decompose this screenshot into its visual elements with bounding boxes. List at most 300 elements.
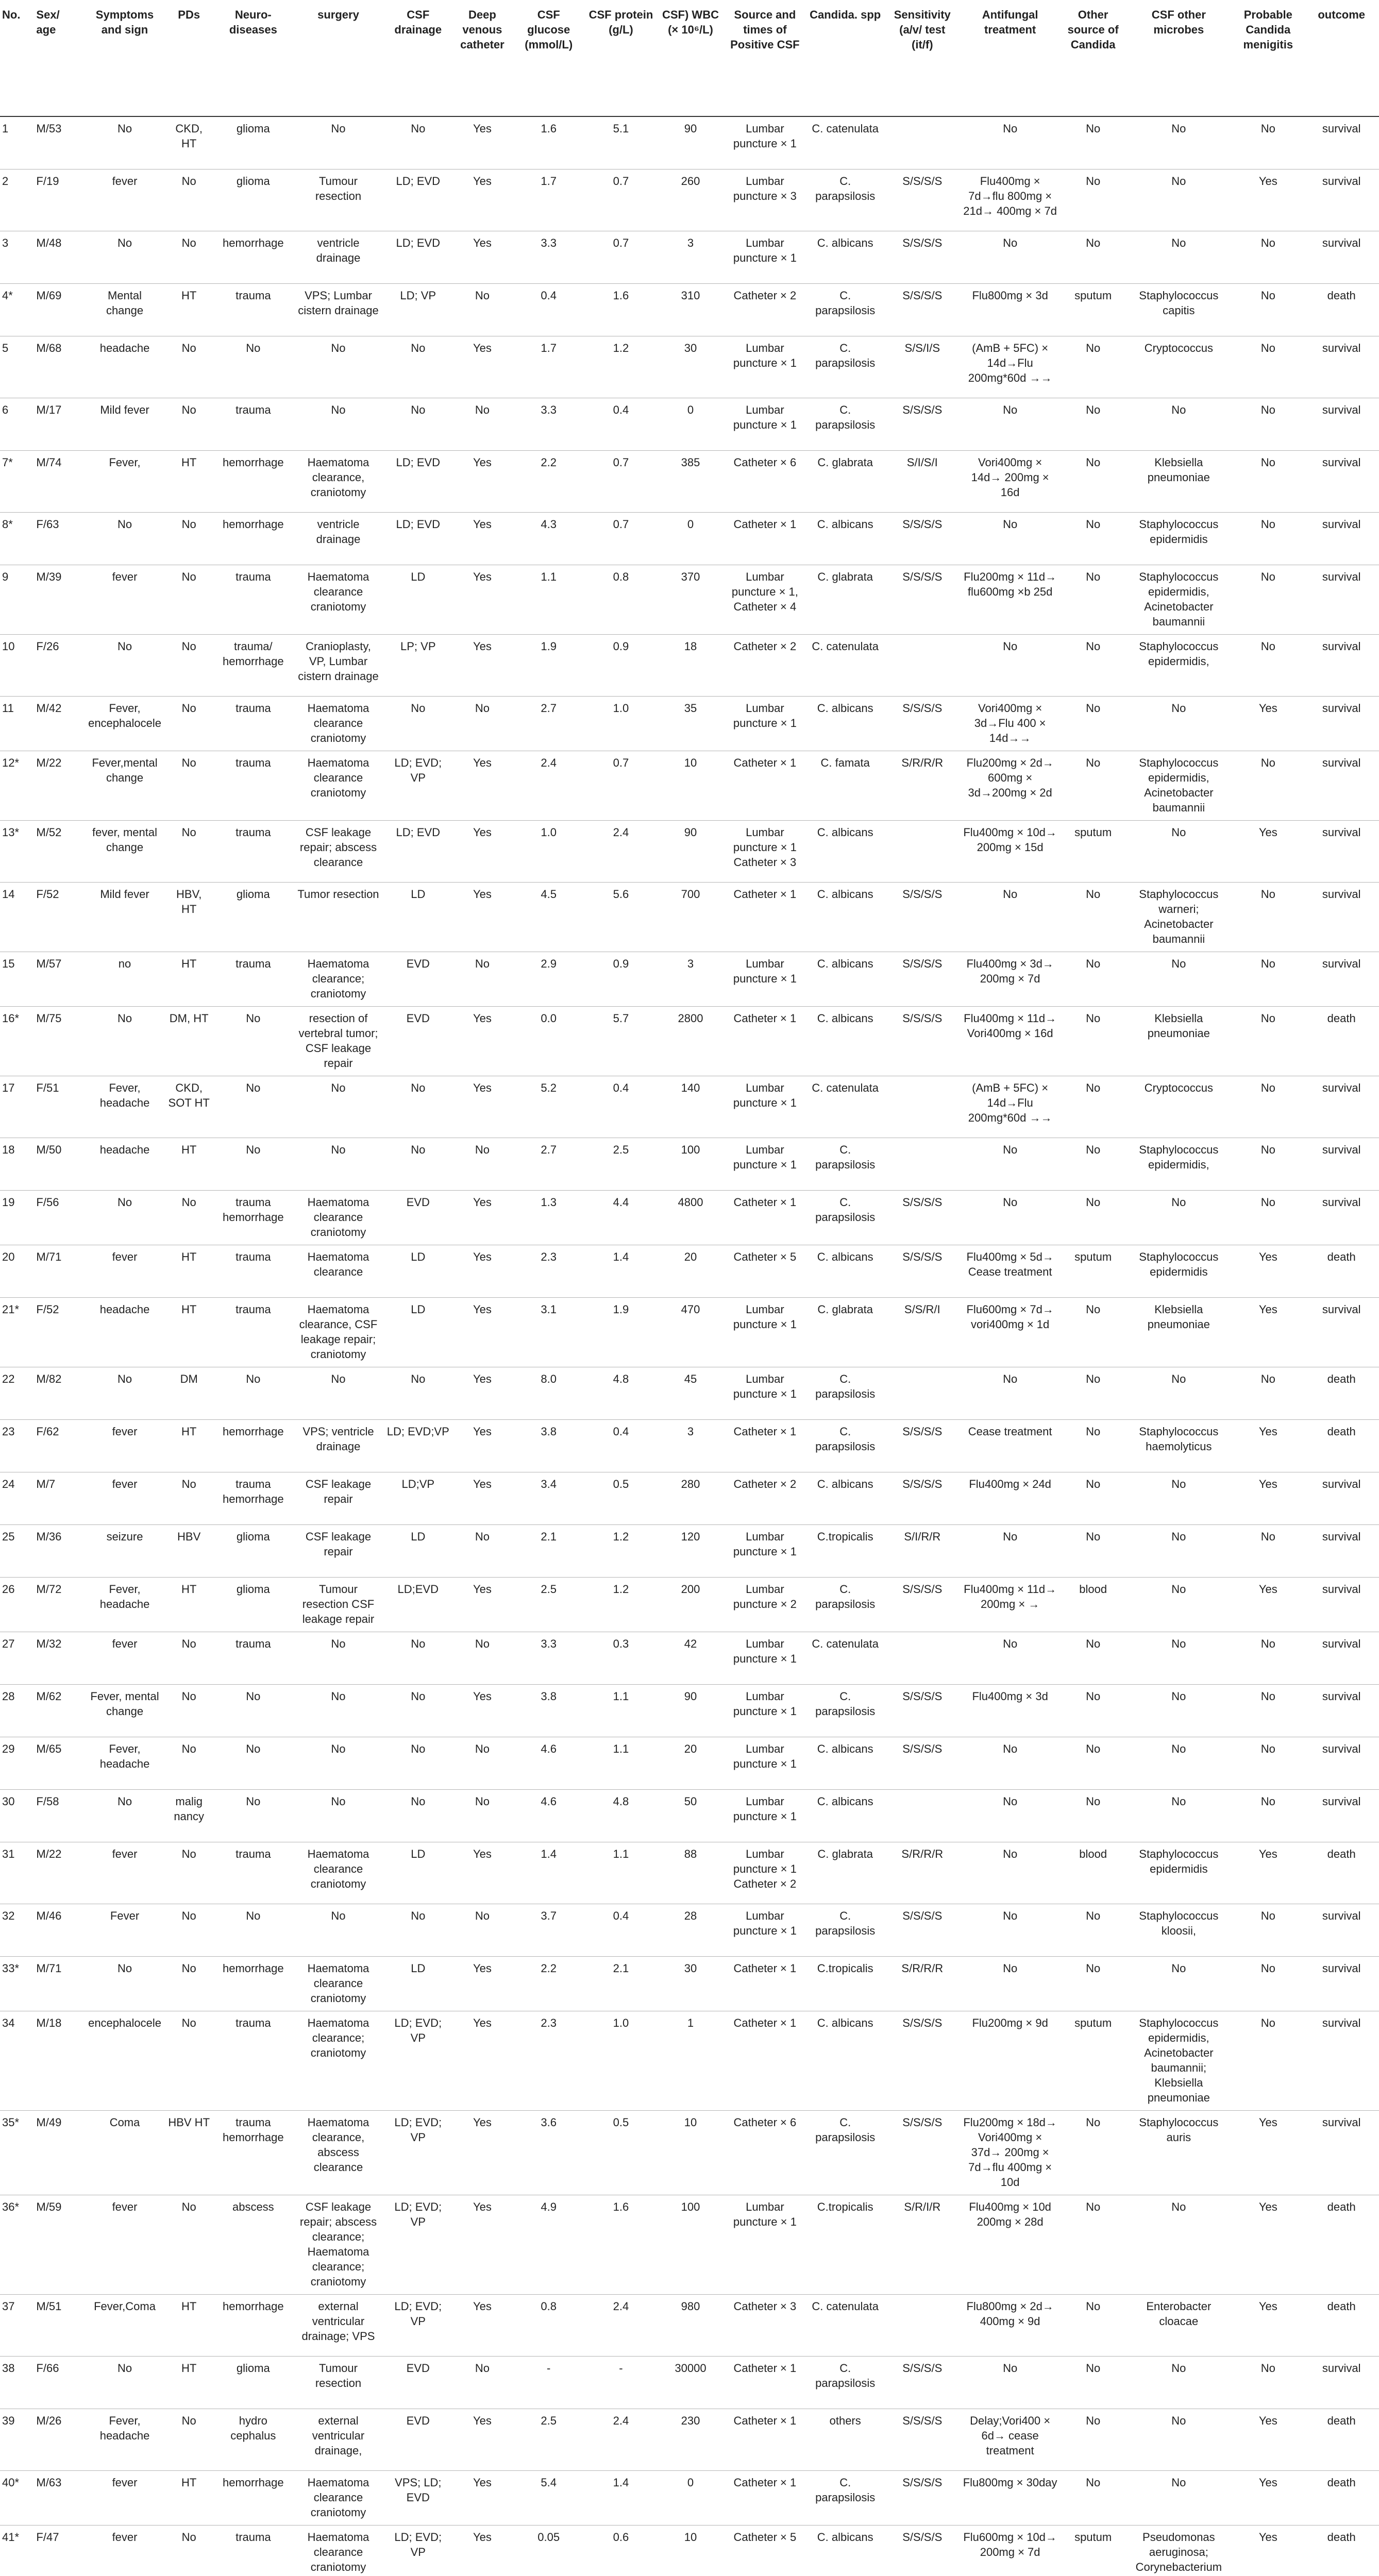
table-row [0,450,1379,512]
table-cell: No [453,398,512,450]
column-header: Antifungal treatment [959,0,1061,116]
table-cell: No [1061,1904,1125,1956]
table-cell: HT [165,1419,213,1472]
table-cell: 20 [0,1245,33,1297]
table-cell: Yes [453,2525,512,2576]
table-cell: Yes [453,169,512,231]
table-cell: Haematoma clearance; craniotomy [293,952,383,1006]
table-cell: 2.3 [512,1245,585,1297]
table-cell: 100 [657,1138,725,1190]
table-cell [885,1076,959,1138]
column-header: CSF drainage [383,0,453,116]
table-cell: 2.5 [512,1577,585,1632]
table-cell: 90 [657,820,725,882]
table-cell: Haematoma clearance craniotomy [293,1842,383,1904]
table-cell: 33* [0,1956,33,2011]
table-cell: C. parapsilosis [805,1138,885,1190]
table-cell: No [293,1138,383,1190]
table-cell: No [1061,512,1125,565]
table-cell: No [165,634,213,696]
table-cell: blood [1061,1577,1125,1632]
table-cell: S/S/S/S [885,169,959,231]
table-cell: fever [85,2195,165,2294]
table-cell: Haematoma clearance, craniotomy [293,450,383,512]
table-cell: 17 [0,1076,33,1138]
table-cell: 1.6 [585,283,656,336]
table-cell: Haematoma clearance, CSF leakage repair; craniotomy [293,1297,383,1367]
table-cell: Lumbar puncture × 1 [725,231,805,283]
table-cell: Yes [1232,1245,1304,1297]
table-cell: No [165,2409,213,2470]
table-cell: C. parapsilosis [805,1190,885,1245]
table-cell: No [293,336,383,398]
table-cell: Yes [453,820,512,882]
table-cell: No [165,1190,213,1245]
table-cell: No [453,1632,512,1684]
table-cell: No [1125,2409,1232,2470]
table-cell: 30 [657,336,725,398]
table-cell: 26 [0,1577,33,1632]
table-cell: LD; EVD; VP [383,751,453,820]
table-cell: 37 [0,2294,33,2356]
table-cell: M/7 [33,1472,85,1524]
table-cell: M/53 [33,116,85,169]
table-cell: 0.05 [512,2525,585,2576]
table-cell: survival [1304,1684,1379,1737]
table-cell: Coma [85,2110,165,2195]
table-cell: F/56 [33,1190,85,1245]
table-cell: survival [1304,1138,1379,1190]
table-cell: glioma [213,2356,293,2409]
table-cell: No [453,696,512,751]
table-cell: LD; EVD; VP [383,2011,453,2110]
table-cell: CKD, SOT HT [165,1076,213,1138]
table-cell: No [1061,2294,1125,2356]
table-cell: No [293,116,383,169]
table-cell: 4.6 [512,1789,585,1842]
table-cell: No [453,1737,512,1789]
table-cell: No [1125,1367,1232,1419]
table-cell: No [213,1138,293,1190]
table-cell: Fever [85,1904,165,1956]
table-cell: C. glabrata [805,1842,885,1904]
table-cell: 0.4 [585,1904,656,1956]
table-cell: Haematoma clearance; craniotomy [293,2011,383,2110]
table-cell: No [959,882,1061,952]
column-header: Sensitivity (a/v/ test (it/f) [885,0,959,116]
table-row [0,2195,1379,2294]
table-cell: C.tropicalis [805,2195,885,2294]
table-cell: Fever, headache [85,2409,165,2470]
table-cell: Catheter × 1 [725,1190,805,1245]
table-cell: M/51 [33,2294,85,2356]
table-cell: M/69 [33,283,85,336]
table-cell: F/63 [33,512,85,565]
table-cell: ventricle drainage [293,512,383,565]
table-cell: No [1232,1367,1304,1419]
table-cell: EVD [383,1190,453,1245]
table-cell: EVD [383,952,453,1006]
table-cell: No [165,1684,213,1737]
table-cell: S/S/S/S [885,1419,959,1472]
column-header: Symptoms and sign [85,0,165,116]
table-cell: No [85,116,165,169]
table-cell: Pseudomonas aeruginosa; Corynebacterium [1125,2525,1232,2576]
table-cell: No [383,116,453,169]
table-cell [885,2294,959,2356]
table-cell: No [213,1904,293,1956]
table-cell: Lumbar puncture × 1 [725,1138,805,1190]
table-cell: Yes [453,1842,512,1904]
table-cell: 90 [657,1684,725,1737]
table-cell: 5.6 [585,882,656,952]
table-cell: external ventricular drainage, [293,2409,383,2470]
table-row [0,2356,1379,2409]
table-cell: 28 [0,1684,33,1737]
table-cell: Yes [453,2195,512,2294]
table-cell: Lumbar puncture × 1 Catheter × 2 [725,1842,805,1904]
table-cell: Catheter × 1 [725,2011,805,2110]
table-cell: Yes [453,2409,512,2470]
table-cell: Mental change [85,283,165,336]
table-cell: survival [1304,1632,1379,1684]
table-cell: M/49 [33,2110,85,2195]
table-cell: No [959,2356,1061,2409]
table-cell: No [85,1190,165,1245]
table-cell: survival [1304,1472,1379,1524]
table-cell: No [1232,1138,1304,1190]
table-cell: Flu800mg × 30day [959,2470,1061,2525]
table-cell: hemorrhage [213,512,293,565]
table-cell: 5.1 [585,116,656,169]
table-cell: trauma [213,952,293,1006]
table-cell: Mild fever [85,882,165,952]
table-cell: No [213,1367,293,1419]
table-cell: 0.7 [585,450,656,512]
table-cell: No [1232,1006,1304,1076]
table-cell: Flu400mg × 7d→flu 800mg × 21d→ 400mg × 7d [959,169,1061,231]
table-cell: glioma [213,1577,293,1632]
table-cell: 41* [0,2525,33,2576]
table-cell: Staphylococcus epidermidis, [1125,634,1232,696]
table-cell: LD; VP [383,283,453,336]
table-cell: 4.8 [585,1789,656,1842]
table-cell: trauma hemorrhage [213,1472,293,1524]
table-cell: M/48 [33,231,85,283]
table-cell: F/62 [33,1419,85,1472]
table-cell: hemorrhage [213,2470,293,2525]
table-cell: EVD [383,2409,453,2470]
table-cell: No [165,231,213,283]
table-cell: EVD [383,2356,453,2409]
table-cell: No [1232,2011,1304,2110]
table-cell: CSF leakage repair; abscess clearance [293,820,383,882]
table-cell: M/75 [33,1006,85,1076]
table-cell: Yes [453,1076,512,1138]
table-cell: LD [383,1245,453,1297]
table-cell: 7* [0,450,33,512]
table-cell: F/66 [33,2356,85,2409]
table-cell: Vori400mg × 3d→Flu 400 × 14d→→ [959,696,1061,751]
table-cell: LD; EVD [383,450,453,512]
table-cell: No [213,336,293,398]
table-cell: No [1125,1956,1232,2011]
table-cell: 1 [0,116,33,169]
table-row [0,398,1379,450]
table-cell: No [959,1842,1061,1904]
table-cell: Flu400mg × 10d→ 200mg × 15d [959,820,1061,882]
table-cell: Catheter × 6 [725,450,805,512]
table-cell: S/S/S/S [885,231,959,283]
table-cell: fever [85,169,165,231]
table-cell: hemorrhage [213,2294,293,2356]
table-cell: S/S/I/S [885,336,959,398]
table-cell: No [213,1076,293,1138]
table-cell: No [383,696,453,751]
table-cell: 470 [657,1297,725,1367]
table-cell: M/22 [33,1842,85,1904]
table-cell: Yes [1232,1297,1304,1367]
table-cell: 200 [657,1577,725,1632]
table-cell: Yes [1232,1419,1304,1472]
table-cell: Catheter × 2 [725,283,805,336]
column-header: CSF) WBC (× 10⁶/L) [657,0,725,116]
table-cell: No [213,1737,293,1789]
table-cell: No [1061,882,1125,952]
table-cell: VPS; Lumbar cistern drainage [293,283,383,336]
table-cell: Yes [1232,820,1304,882]
table-cell: 3 [657,1419,725,1472]
table-cell: Haematoma clearance craniotomy [293,1190,383,1245]
table-row [0,1472,1379,1524]
table-cell: Flu600mg × 10d→ 200mg × 7d [959,2525,1061,2576]
table-cell: 0.9 [585,952,656,1006]
table-cell: Catheter × 2 [725,634,805,696]
table-cell: Cranioplasty, VP, Lumbar cistern drainage [293,634,383,696]
table-cell: 88 [657,1842,725,1904]
table-cell: No [1125,1472,1232,1524]
table-cell: LD [383,882,453,952]
table-cell: M/62 [33,1684,85,1737]
table-cell: HT [165,2294,213,2356]
table-cell: resection of vertebral tumor; CSF leakage repair [293,1006,383,1076]
table-cell: 1.9 [512,634,585,696]
table-cell: Staphylococcus epidermidis, [1125,1138,1232,1190]
table-cell: M/26 [33,2409,85,2470]
table-row [0,283,1379,336]
table-cell: sputum [1061,2525,1125,2576]
table-cell: C. catenulata [805,1632,885,1684]
table-cell: Klebsiella pneumoniae [1125,450,1232,512]
table-cell: DM [165,1367,213,1419]
table-cell: Lumbar puncture × 1 [725,116,805,169]
table-cell: S/S/S/S [885,1006,959,1076]
table-cell: C. albicans [805,2011,885,2110]
table-cell: Haematoma clearance [293,1245,383,1297]
table-cell: No [85,1006,165,1076]
table-cell: survival [1304,1076,1379,1138]
table-cell: F/26 [33,634,85,696]
table-cell: Fever,Coma [85,2294,165,2356]
table-cell: 2.7 [512,696,585,751]
table-cell: HT [165,1297,213,1367]
table-row [0,1956,1379,2011]
table-cell: trauma hemorrhage [213,2110,293,2195]
table-cell: 0.3 [585,1632,656,1684]
table-cell: Catheter × 1 [725,751,805,820]
table-cell: C. albicans [805,1472,885,1524]
table-cell: Lumbar puncture × 2 [725,1577,805,1632]
table-cell: DM, HT [165,1006,213,1076]
table-row [0,1524,1379,1577]
table-cell: No [1125,1684,1232,1737]
table-row [0,231,1379,283]
table-cell: Cryptococcus [1125,1076,1232,1138]
table-cell: Staphylococcus epidermidis, Acinetobacter baumannii; Klebsiella pneumoniae [1125,2011,1232,2110]
table-cell: survival [1304,1904,1379,1956]
column-header: Other source of Candida [1061,0,1125,116]
table-cell: hemorrhage [213,231,293,283]
table-cell: 0.5 [585,2110,656,2195]
table-cell: C. parapsilosis [805,2470,885,2525]
table-cell: No [165,565,213,634]
table-cell: LD; EVD; VP [383,2294,453,2356]
table-cell: C. albicans [805,1789,885,1842]
table-cell: No [165,820,213,882]
table-cell: No [165,512,213,565]
table-row [0,751,1379,820]
table-cell: No [1061,2110,1125,2195]
table-cell: No [165,1842,213,1904]
table-cell: No [1232,283,1304,336]
table-cell: Yes [453,1419,512,1472]
table-cell: S/S/S/S [885,2356,959,2409]
column-header: No. [0,0,33,116]
table-cell: No [1125,1737,1232,1789]
table-cell: S/S/S/S [885,398,959,450]
table-cell: No [1125,231,1232,283]
table-cell: Flu200mg × 18d→ Vori400mg × 37d→ 200mg × 7d→flu 400mg × 10d [959,2110,1061,2195]
table-cell: 16* [0,1006,33,1076]
table-cell: 1.1 [585,1737,656,1789]
table-cell: No [383,1904,453,1956]
table-cell: death [1304,1419,1379,1472]
column-header: CSF glucose (mmol/L) [512,0,585,116]
table-cell: survival [1304,2011,1379,2110]
table-cell: No [1232,398,1304,450]
table-cell: No [1061,1297,1125,1367]
table-cell: M/36 [33,1524,85,1577]
table-cell: No [383,1737,453,1789]
table-cell: 0.4 [512,283,585,336]
table-cell: death [1304,283,1379,336]
table-row [0,1006,1379,1076]
table-cell: Vori400mg × 14d→ 200mg × 16d [959,450,1061,512]
table-cell: Yes [453,1245,512,1297]
table-cell: 3.3 [512,231,585,283]
table-cell: Catheter × 1 [725,2356,805,2409]
table-cell: 0.6 [585,2525,656,2576]
table-cell: No [165,751,213,820]
table-cell: F/52 [33,882,85,952]
table-cell: abscess [213,2195,293,2294]
table-cell: LD [383,1297,453,1367]
table-cell: M/46 [33,1904,85,1956]
table-cell: HT [165,952,213,1006]
table-cell: No [453,1524,512,1577]
table-cell: survival [1304,1737,1379,1789]
table-cell: survival [1304,512,1379,565]
column-header: PDs [165,0,213,116]
table-cell: death [1304,1006,1379,1076]
table-cell: S/R/R/R [885,1842,959,1904]
table-cell: VPS; LD; EVD [383,2470,453,2525]
table-cell: No [453,1904,512,1956]
table-cell: No [213,1684,293,1737]
table-cell: fever [85,2525,165,2576]
table-cell: Yes [453,882,512,952]
table-cell: VPS; ventricle drainage [293,1419,383,1472]
table-cell: Lumbar puncture × 1 [725,952,805,1006]
table-cell: HBV [165,1524,213,1577]
table-cell: No [959,1956,1061,2011]
table-cell: LD; EVD;VP [383,1419,453,1472]
table-cell: Flu600mg × 7d→ vori400mg × 1d [959,1297,1061,1367]
table-cell: S/S/S/S [885,1472,959,1524]
table-cell: S/S/S/S [885,1245,959,1297]
table-cell: Lumbar puncture × 1, Catheter × 4 [725,565,805,634]
table-cell: 6 [0,398,33,450]
table-cell: Tumor resection [293,882,383,952]
table-cell: C. albicans [805,952,885,1006]
table-cell: M/71 [33,1245,85,1297]
table-cell: C. albicans [805,2525,885,2576]
table-cell: Staphylococcus capitis [1125,283,1232,336]
table-cell: Flu400mg × 3d [959,1684,1061,1737]
table-cell: 13* [0,820,33,882]
table-cell: S/S/S/S [885,882,959,952]
table-cell: 0.8 [585,565,656,634]
column-header: Sex/ age [33,0,85,116]
table-cell: HT [165,1577,213,1632]
table-cell: No [1061,1632,1125,1684]
table-cell: No [1061,231,1125,283]
table-cell: Catheter × 1 [725,1419,805,1472]
table-cell: 4800 [657,1190,725,1245]
table-cell: No [85,231,165,283]
table-cell: 10 [657,2525,725,2576]
table-cell: Flu400mg × 11d→ 200mg × → [959,1577,1061,1632]
table-cell: Yes [453,1577,512,1632]
table-cell: 1.0 [585,2011,656,2110]
table-cell: No [1125,1789,1232,1842]
table-cell: No [1061,696,1125,751]
table-cell: C. albicans [805,512,885,565]
table-cell: Catheter × 3 [725,2294,805,2356]
table-cell: No [1061,1190,1125,1245]
table-cell: 30 [0,1789,33,1842]
table-cell: No [959,1789,1061,1842]
table-cell: Flu400mg × 10d 200mg × 28d [959,2195,1061,2294]
table-cell: No [165,1956,213,2011]
table-row [0,820,1379,882]
table-row [0,1684,1379,1737]
table-cell: No [1061,116,1125,169]
table-cell: C. albicans [805,1006,885,1076]
table-cell: survival [1304,820,1379,882]
table-cell: 120 [657,1524,725,1577]
table-cell: Yes [1232,696,1304,751]
